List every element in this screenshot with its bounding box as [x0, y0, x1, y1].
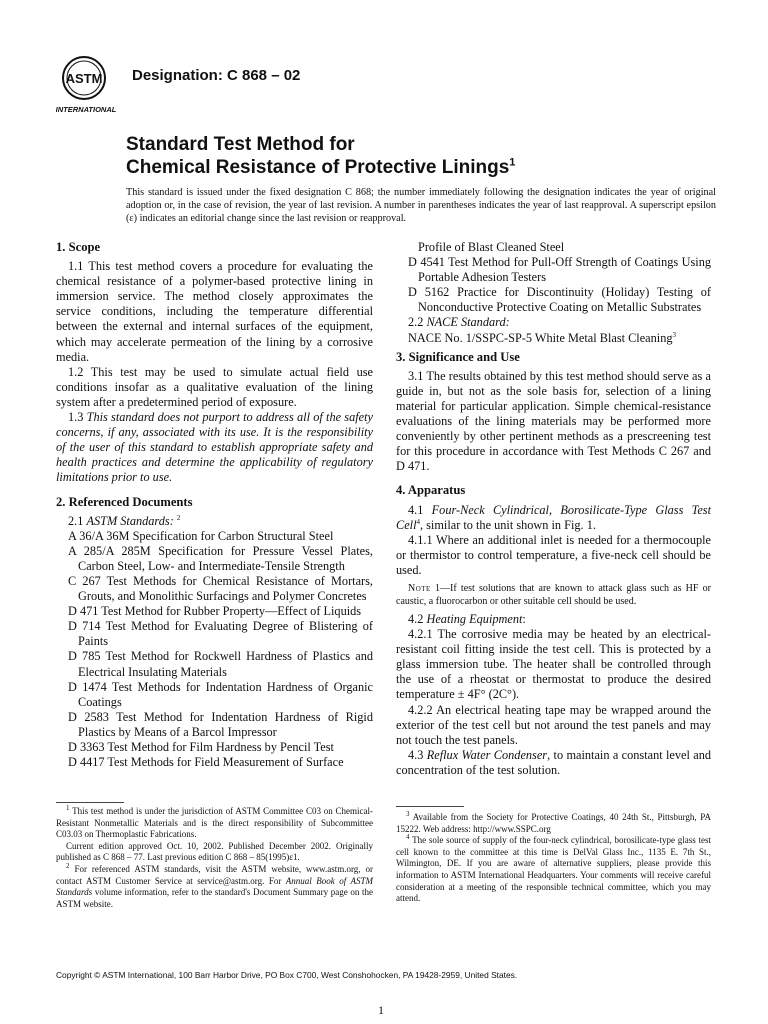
paragraph-4-1-1: 4.1.1 Where an additional inlet is needed for a thermocouple or thermistor to control temperature, a five-neck cell should be used.: [396, 532, 711, 577]
title-footnote-mark: 1: [509, 156, 516, 169]
section-heading-scope: 1. Scope: [56, 240, 101, 254]
paragraph-4-3: 4.3 Reflux Water Condenser, to maintain a constant level and concentration of the test solution.: [396, 747, 712, 777]
right-column: [396, 240, 711, 778]
intro-paragraph: This standard is issued under the fixed designation C 868; the number immediately following the designation indicates the year of original adoption or, in the case of revision, the year of last revision. A number in parentheses indicates the year of last reapproval. A superscript epsilon (ε) indicates an editorial change since the last revision or reapproval.: [126, 187, 716, 224]
astm-standards-label: 2.1 ASTM Standards: $^2$: [68, 513, 181, 528]
reference-item: D 1474 Test Methods for Indentation Hardness of Organic Coatings: [68, 679, 373, 709]
nace-standard-label: 2.2 NACE Standard:: [408, 315, 510, 330]
footnote-4: $^4$ The sole source of supply of the four-neck cylindrical, borosilicate-type glass test cell known to the committee at this time is DelVal Glass Inc., 1135 E. 7th St., Wilmington, DE. If you are aware of alternative suppliers, please provide this information to ASTM International Headquarters. Your comments will receive careful consideration at a meeting of the responsible technical committee, which you may attend.: [396, 833, 711, 904]
title-line-1: Standard Test Method for: [126, 134, 355, 155]
note-1: Note 1—If test solutions that are known to attack glass such as HF or caustic, a fluorocarbon or other suitable cell should be used.: [396, 582, 711, 607]
paragraph-4-2: 4.2 Heating Equipment:: [408, 611, 526, 626]
reference-item: D 3363 Test Method for Film Hardness by Pencil Test: [68, 740, 334, 754]
paragraph-4-1: 4.1 Four-Neck Cylindrical, Borosilicate-Type Glass Test Cell$^4$, similar to the unit shown in Fig. 1.: [396, 502, 711, 532]
paragraph-1-1: 1.1 This test method covers a procedure for evaluating the chemical resistance of a polymer-based protective lining in immersion service. The method closely approximates the service conditions, including the temperature differential between the external and internal surfaces of the equipment, which may accelerate permeation of the lining by a corrosive media.: [56, 259, 373, 364]
reference-item: D 5162 Practice for Discontinuity (Holiday) Testing of Nonconductive Protective Coating on Metallic Substrates: [408, 285, 711, 315]
reference-item: A 285/A 285M Specification for Pressure Vessel Plates, Carbon Steel, Low- and Intermediate-Tensile Strength: [68, 543, 373, 573]
paragraph-4-2-2: 4.2.2 An electrical heating tape may be wrapped around the exterior of the test cell but not around the test panels and may not touch the test panels.: [396, 702, 711, 747]
copyright-line: Copyright © ASTM International, 100 Barr Harbor Drive, PO Box C700, West Conshohocken, PA 19428-2959, United States.: [56, 970, 518, 980]
reference-item: D 471 Test Method for Rubber Property—Effect of Liquids: [68, 604, 362, 619]
footnote-1-edition: Current edition approved Oct. 10, 2002. Published December 2002. Originally published as C 868 – 77. Last previous edition C 868 – 85(1995)ε1.: [56, 840, 373, 863]
reference-item: NACE No. 1/SSPC-SP-5 White Metal Blast Cleaning$^3$: [408, 330, 677, 345]
section-heading-referenced-documents: 2. Referenced Documents: [56, 494, 193, 509]
designation: Designation: C 868 – 02: [132, 67, 301, 84]
reference-item: A 36/A 36M Specification for Carbon Structural Steel: [68, 528, 334, 543]
reference-item: C 267 Test Methods for Chemical Resistance of Mortars, Grouts, and Monolithic Surfacings and Polymer Concretes: [68, 573, 373, 604]
reference-item: D 714 Test Method for Evaluating Degree of Blistering of Paints: [68, 619, 373, 649]
page-number: 1: [378, 1003, 384, 1017]
reference-item: D 785 Test Method for Rockwell Hardness of Plastics and Electrical Insulating Materials: [68, 649, 373, 679]
paragraph-4-2-1: 4.2.1 The corrosive media may be heated by an electrical-resistant coil fitting inside the test cell. This is protected by a glass immersion tube. The heater shall be controlled through the use of a rheostat or thermostat to produce the desired temperature ± 4F° (2C°).: [396, 627, 711, 702]
footnote-2: $^2$ For referenced ASTM standards, visit the ASTM website, www.astm.org, or contact ASTM Customer Service at service@astm.org. For Annual Book of ASTM Standards volume information, refer to the standard's Document Summary page on the ASTM website.: [56, 861, 373, 909]
paragraph-1-2: 1.2 This test may be used to simulate actual field use conditions insofar as a qualitative evaluation of the lining system after a predetermined period of exposure.: [56, 364, 373, 409]
astm-logo-icon: [56, 54, 122, 116]
reference-item: D 4541 Test Method for Pull-Off Strength of Coatings Using Portable Adhesion Testers: [408, 255, 711, 285]
footnote-1: $^1$ This test method is under the jurisdiction of ASTM Committee C03 on Chemical-Resistant Nonmetallic Materials and is the direct responsibility of Subcommittee C03.03 on Thermoplastic Fabrications.: [56, 804, 373, 840]
left-column: [56, 240, 373, 770]
footnote-3: $^3$ Available from the Society for Protective Coatings, 40 24th St., Pittsburgh, PA 15222. Web address: http://www.SSPC.org: [396, 810, 711, 834]
section-heading-apparatus: 4. Apparatus: [396, 483, 466, 498]
logo-subtext: INTERNATIONAL: [56, 105, 117, 114]
document-title: [126, 133, 686, 179]
footnotes-left: [56, 806, 373, 910]
footnote-rule-left: [56, 802, 124, 803]
reference-item: D 4417 Test Methods for Field Measurement of Surface: [68, 755, 344, 770]
paragraph-3-1: 3.1 The results obtained by this test method should serve as a guide in, but not as the sole basis for, selection of a lining material for particular application. Simple chemical-resistance evaluations of the lining materials may be performed more conveniently by other pertinent methods as a prescreening test for this procedure in accordance with Test Methods C 267 and D 471.: [396, 368, 711, 474]
section-heading-significance: 3. Significance and Use: [396, 349, 520, 364]
reference-item-continued: Profile of Blast Cleaned Steel: [418, 240, 565, 254]
footnotes-right: [396, 812, 711, 905]
footnote-rule-right: [396, 806, 464, 807]
logo-text: ASTM: [65, 71, 103, 86]
reference-item: D 2583 Test Method for Indentation Hardness of Rigid Plastics by Means of a Barcol Impressor: [68, 709, 373, 739]
paragraph-1-3: 1.3 This standard does not purport to address all of the safety concerns, if any, associated with its use. It is the responsibility of the user of this standard to establish appropriate safety and health practices and determine the applicability of regulatory limitations prior to use.: [56, 410, 373, 485]
title-line-2: Chemical Resistance of Protective Linings$^1$: [126, 156, 516, 178]
